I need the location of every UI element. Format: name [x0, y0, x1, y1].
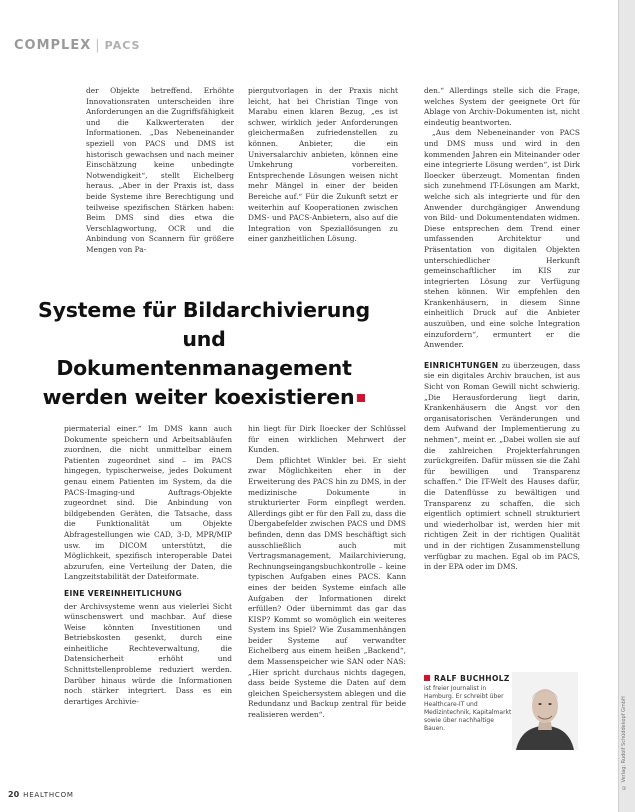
- col1-heading: EINE VEREINHEITLICHUNG: [64, 588, 182, 598]
- paragraph: hin liegt für Dirk Iloecker der Schlüssel für einen wirklichen Mehrwert der Kunden.: [248, 424, 406, 455]
- author-portrait: [512, 672, 578, 750]
- paragraph: Dem pflichtet Winkler bei. Er sieht zwar Möglichkeiten eher in der Erweiterung des PACS hin zu DMS, in der medizinische Dokumente in strukturierter Form einpflegt werden. Allerdings gibt er für den Fall zu, dass die Übergabefelder zwischen PACS und DMS befinden, denn das DMS beschäftigt sich ausschließlich auch mit Vertragsmanagement, Mailarchivierung, Rechnungseingangsbuchkontrolle – keine typischen Aufgaben eines PACS. Kann eines der beiden Systeme einfach alle Aufgaben der Informationen direkt erfüllen? Oder übernimmt das gar das KISP? Kommt so womöglich ein weiteres System ins Spiel? Wie Zusammenhängen beider Systeme auf verwandter Eichelberg aus einem heißen „Backend“, dem Massenspeicher wie SAN oder NAS: „Hier spricht durchaus nichts dagegen, dass beide Systeme die Daten auf dem gleichen Speichersystem ablegen und die Redundanz und Backup zentral für beide realisieren werden“.: [248, 455, 406, 720]
- paragraph: der Objekte betreffend. Erhöhte Innovationsraten unterscheiden ihre Anforderungen an die Zugriffsfähigkeit und die Kalkwerteraten der Informationen. „Das Nebeneinander speziell von PACS und DMS ist historisch gewachsen und nach meiner Einschätzung keine unbedingte Notwendigkeit“, stellt Eichelberg heraus. „Aber in der Praxis ist, dass beide Systeme ihre Berechtigung und teilweise spezifischen Stärken haben: Beim DMS sind dies etwa die Verschlagwortung, OCR und die Anbindung von Scannern für größere Mengen von Pa-: [86, 86, 234, 254]
- portrait-image: [512, 672, 578, 750]
- column-1-top: [86, 86, 234, 268]
- headline-line-3: werden weiter koexistieren: [42, 385, 355, 409]
- paragraph: der Archivsysteme wenn aus vielerlei Sicht wünschenswert und machbar. Auf diese Weise könnten Investitionen und Betriebskosten gesenkt, durch eine einheitliche Rechteverwaltung, die Datensicherheit erhöht und Schnittstellenprobleme reduziert werden. Darüber hinaus würde die Informationen noch stärker integriert. Dass es ein derartiges Archivie-: [64, 601, 232, 706]
- col3-heading: EINRICHTUNGEN: [424, 360, 499, 370]
- paragraph: „Aus dem Nebeneinander von PACS und DMS muss und wird in den kommenden Jahren ein Miteinander oder eine integrierte Lösung werden“, ist Dirk Iloecker überzeugt. Momentan finden sich zunehmend IT-Lösungen am Markt, welche sich als integrierte und für den Anwender durchgängiger Anwendung von Bild- und Dokumentendaten widmen. Diese entsprechen dem Trend einer umfassenden Architektur und Präsentation von digitalen Objekten unterschiedlicher Herkunft gemeinschaftlicher im KIS zur integrierten Lösung zur Verfügung stehen können. Wir empfehlen den Krankenhäusern, in diesem Sinne einheitlich Druck auf die Anbieter auszuüben, und eine solche Integration einzufordern“, ermuntert er die Anwender.: [424, 128, 580, 350]
- section-label: COMPLEX: [14, 38, 92, 53]
- author-description: ist freier Journalist in Hamburg. Er schreibt über Healthcare-IT und Medizintechnik, Kapitalmarkt sowie über nachhaltige Bauen.: [424, 685, 512, 732]
- author-name: RALF BUCHHOLZ: [434, 674, 510, 683]
- bio-marker-icon: [424, 675, 430, 681]
- page-number: 20: [8, 790, 20, 799]
- paragraph: piergutvorlagen in der Praxis nicht leicht, hat bei Christian Tinge von Marabu einen klaren Bezug, „es ist schwer, wirklich jeder Anforderungen gleichermaßen zufriedenstellen zu können. Anbieter, die ein Universalarchiv anbieten, können eine Umkehrung vorbereiten. Entsprechende Lösungen weisen nicht mehr Mängel in einer der beiden Bereiche auf.“ Für die Zukunft setzt er weiterhin auf Kooperationen zwischen DMS- und PACS-Anbietern, also auf die Integration von Speziallösungen zu einer ganzheitlichen Lösung.: [248, 86, 398, 244]
- column-1-bottom: [64, 424, 232, 786]
- paragraph: zu überzeugen, dass sie ein digitales Archiv brauchen, ist aus Sicht von Roman Gewill nicht schwierig. „Die Herausforderung liegt darin, Krankenhäusern die Angst vor den organisatorischen Veränderungen und dem Aufwand der Implementierung zu nehmen“, meint er. „Dabei wollen sie auf die zahlreichen Projekterfahrungen zurückgreifen. Dafür müssen sie die Zahl für bewilligen und Transparenz schaffen.“ Die IT-Welt des Hauses dafür, die Datenflüsse zu bewältigen und Transparenz zu schaffen, die sich eigentlich optimiert schnell strukturiert und wiederholbar ist, werden hier mit richtigen Zeit in der richtigen Qualität und in der richtigen Zusammenstellung verfügbar zu machen. Egal ob im PACS, in der EPA oder im DMS.: [424, 360, 580, 572]
- page-footer: [8, 790, 74, 799]
- column-2-top: [248, 86, 398, 268]
- edge-credit: © Verlag: Rudolf Schüddekopf GmbH: [621, 696, 627, 790]
- paragraph: den.“ Allerdings stelle sich die Frage, welches System der geeignete Ort für Ablage von Archiv-Dokumenten ist, nicht eindeutig beantworten.: [424, 86, 580, 127]
- section-header: [14, 38, 140, 53]
- headline-line-2: und Dokumentenmanagement: [56, 327, 352, 380]
- headline: [34, 296, 374, 412]
- column-2-bottom: [248, 424, 406, 786]
- magazine-name: HEALTHCOM: [23, 791, 74, 799]
- end-mark-icon: [357, 394, 365, 402]
- headline-line-1: Systeme für Bildarchivierung: [38, 298, 370, 322]
- column-3: [424, 86, 580, 666]
- section-separator: |: [95, 38, 101, 53]
- author-bio: [424, 674, 512, 733]
- paragraph: piermaterial einer.“ Im DMS kann auch Dokumente speichern und Arbeitsabläufen zuordnen, die nicht unmittelbar einem Patienten zugeordnet sind – im PACS hingegen, typischerweise, jedes Dokument genau einem Patienten im System, da die PACS-Imaging-und Auftrags-Objekte zugeordnet sind. Die Anbindung von bildgebenden Geräten, die Tatsache, dass die Funktionalität um Objekte Abfragestellungen wie CAD, 3-D, MPR/MIP usw. im DICOM unterstützt, die Möglichkeit, spezifisch interoperable Datei abzurufen, eine Verteilung der Daten, die Langzeitstabilität der Dateiformate.: [64, 424, 232, 582]
- author-name-row: [424, 674, 512, 683]
- subsection-label: PACS: [104, 39, 141, 52]
- page-edge: [618, 0, 635, 812]
